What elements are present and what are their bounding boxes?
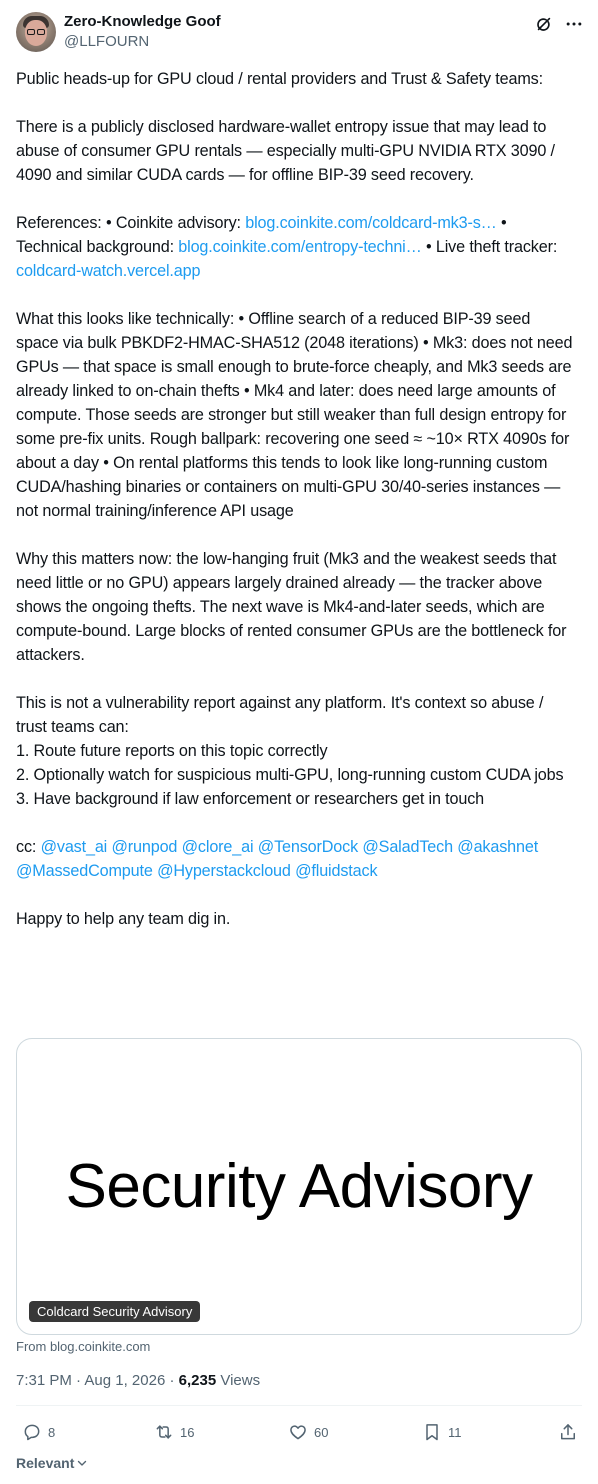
post-paragraph: What this looks like technically: • Offline search of a reduced BIP-39 seed space via bulk PBKDF2-HMAC-SHA512 (2048 iterations) • Mk3: does not need GPUs — that space is small enough to brute-force cheaply, and Mk3 seeds are already linked to on-chain thefts • Mk4 and later: does need large amounts of compute. Those seeds are stronger but still weaker than full design entropy for some pre-fix units. Rough ballpark: recovering one seed ≈ ~10× RTX 4090s for about a day • On rental platforms this tends to look like long-running custom CUDA/hashing binaries or containers on multi-GPU 30/40-series instances — not normal training/inference API usage [16,310,577,520]
technical-background-link[interactable]: blog.coinkite.com/entropy-techni… [178,238,422,256]
bookmark-button[interactable] [422,1420,462,1444]
post-paragraph: There is a publicly disclosed hardware-wallet entropy issue that may lead to abuse of consumer GPU rentals — especially multi-GPU NVIDIA RTX 3090 / 4090 and similar CUDA cards — for offline BIP-39 seed recovery. [16,118,560,184]
action-bar [16,1420,582,1444]
author-handle[interactable]: @LLFOURN [64,33,150,50]
share-button[interactable] [558,1420,578,1444]
reply-count: 8 [48,1424,56,1440]
like-button[interactable] [288,1420,328,1444]
post-meta: 7:31 PM · Aug 1, 2026 · 6,235 Views [16,1372,261,1389]
post-paragraph: Public heads-up for GPU cloud / rental providers and Trust & Safety teams: [16,70,543,88]
mention-link[interactable]: @fluidstack [295,862,378,880]
heart-icon [288,1422,308,1442]
grok-icon[interactable] [534,14,554,34]
mention-link[interactable]: @Hyperstackcloud [157,862,291,880]
post-time[interactable]: 7:31 PM [16,1372,72,1389]
share-icon [558,1422,578,1442]
author-display-name[interactable]: Zero-Knowledge Goof [64,13,221,30]
mention-link[interactable]: @TensorDock [257,838,359,856]
post-body: Public heads-up for GPU cloud / rental providers and Trust & Safety teams: There is a publicly disclosed hardware-wallet entropy issue that may lead to abuse of consumer GPU rentals — especially multi-GPU NVIDIA RTX 3090 / 4090 and similar CUDA cards — for offline BIP-39 seed recovery. References: • Coinkite advisory: blog.coinkite.com/coldcard-mk3-s… • Technical background: blog.coinkite.com/entropy-techni… • Live theft tracker: coldcard-watch.vercel.app What this looks like technically: • Offline search of a reduced BIP-39 seed space via bulk PBKDF2-HMAC-SHA512 (2048 iterations) • Mk3: does not need GPUs — that space is small enough to brute-force cheaply, and Mk3 seeds are already linked to on-chain thefts • Mk4 and later: does need large amounts of compute. Those seeds are stronger but still weaker than full design entropy for some pre-fix units. Rough ballpark: recovering one seed ≈ ~10× RTX 4090s for about a day • On rental platforms this tends to look like long-running custom CUDA/hashing binaries or containers on multi-GPU 30/40-series instances — not normal training/inference API usage Why this matters now: the low-hanging fruit (Mk3 and the weakest seeds that need little or no GPU) appears largely drained already — the tracker above shows the ongoing thefts. The next wave is Mk4-and-later seeds, which are compute-bound. Large blocks of rented consumer GPUs are the bottleneck for attackers. This is not a vulnerability report against any platform. It's context so abuse / trust teams can: 1. Route future reports on this topic correctly 2. Optionally watch for suspicious multi-GPU, long-running custom CUDA jobs 3. Have background if law enforcement or researchers get in touch cc: @vast_ai @runpod @clore_ai @TensorDock @SaladTech @akashnet @MassedCompute @Hyperstackcloud @fluidstack Happy to help any team dig in. [16,70,577,928]
post-paragraph: References: • Coinkite advisory: [16,214,246,232]
coinkite-advisory-link[interactable]: blog.coinkite.com/coldcard-mk3-s… [245,214,497,232]
card-source[interactable]: From blog.coinkite.com [16,1339,151,1354]
theft-tracker-link[interactable]: coldcard-watch.vercel.app [16,262,201,280]
like-count: 60 [314,1424,329,1440]
divider [16,1405,582,1406]
chevron-down-icon [76,1457,88,1469]
reply-icon [22,1422,42,1442]
mention-link[interactable]: @MassedCompute [16,862,153,880]
reply-sort-dropdown[interactable] [16,1454,88,1472]
card-image-title: Security Advisory [65,1152,533,1221]
views-label: Views [216,1372,261,1389]
post-paragraph: This is not a vulnerability report against any platform. It's context so abuse / trust teams can: 1. Route future reports on this topic correctly 2. Optionally watch for suspicious multi-GPU, long-running custom CUDA jobs 3. Have background if law enforcement or researchers get in touch [16,694,564,808]
repost-count: 16 [180,1424,195,1440]
bookmark-icon [422,1422,442,1442]
repost-icon [154,1422,174,1442]
card-label: Coldcard Security Advisory [29,1301,200,1322]
mention-link[interactable]: @clore_ai [181,838,254,856]
mention-link[interactable]: @vast_ai [40,838,108,856]
link-card[interactable] [16,1038,582,1335]
repost-button[interactable] [154,1420,194,1444]
mention-link[interactable]: @akashnet [457,838,539,856]
mention-link[interactable]: @SaladTech [362,838,453,856]
reply-button[interactable] [22,1420,55,1444]
sort-label: Relevant [16,1455,75,1471]
more-options-icon[interactable] [564,14,584,34]
post-paragraph: Why this matters now: the low-hanging fruit (Mk3 and the weakest seeds that need little or no GPU) appears largely drained already — the tracker above shows the ongoing thefts. The next wave is Mk4-and-later seeds, which are compute-bound. Large blocks of rented consumer GPUs are the bottleneck for attackers. [16,550,571,664]
post-header [16,12,584,54]
post-date[interactable]: Aug 1, 2026 [84,1372,166,1389]
bookmark-count: 11 [448,1424,462,1440]
post-paragraph: Happy to help any team dig in. [16,910,231,928]
views-count: 6,235 [178,1372,217,1389]
mention-link[interactable]: @runpod [111,838,178,856]
avatar[interactable] [16,12,56,52]
